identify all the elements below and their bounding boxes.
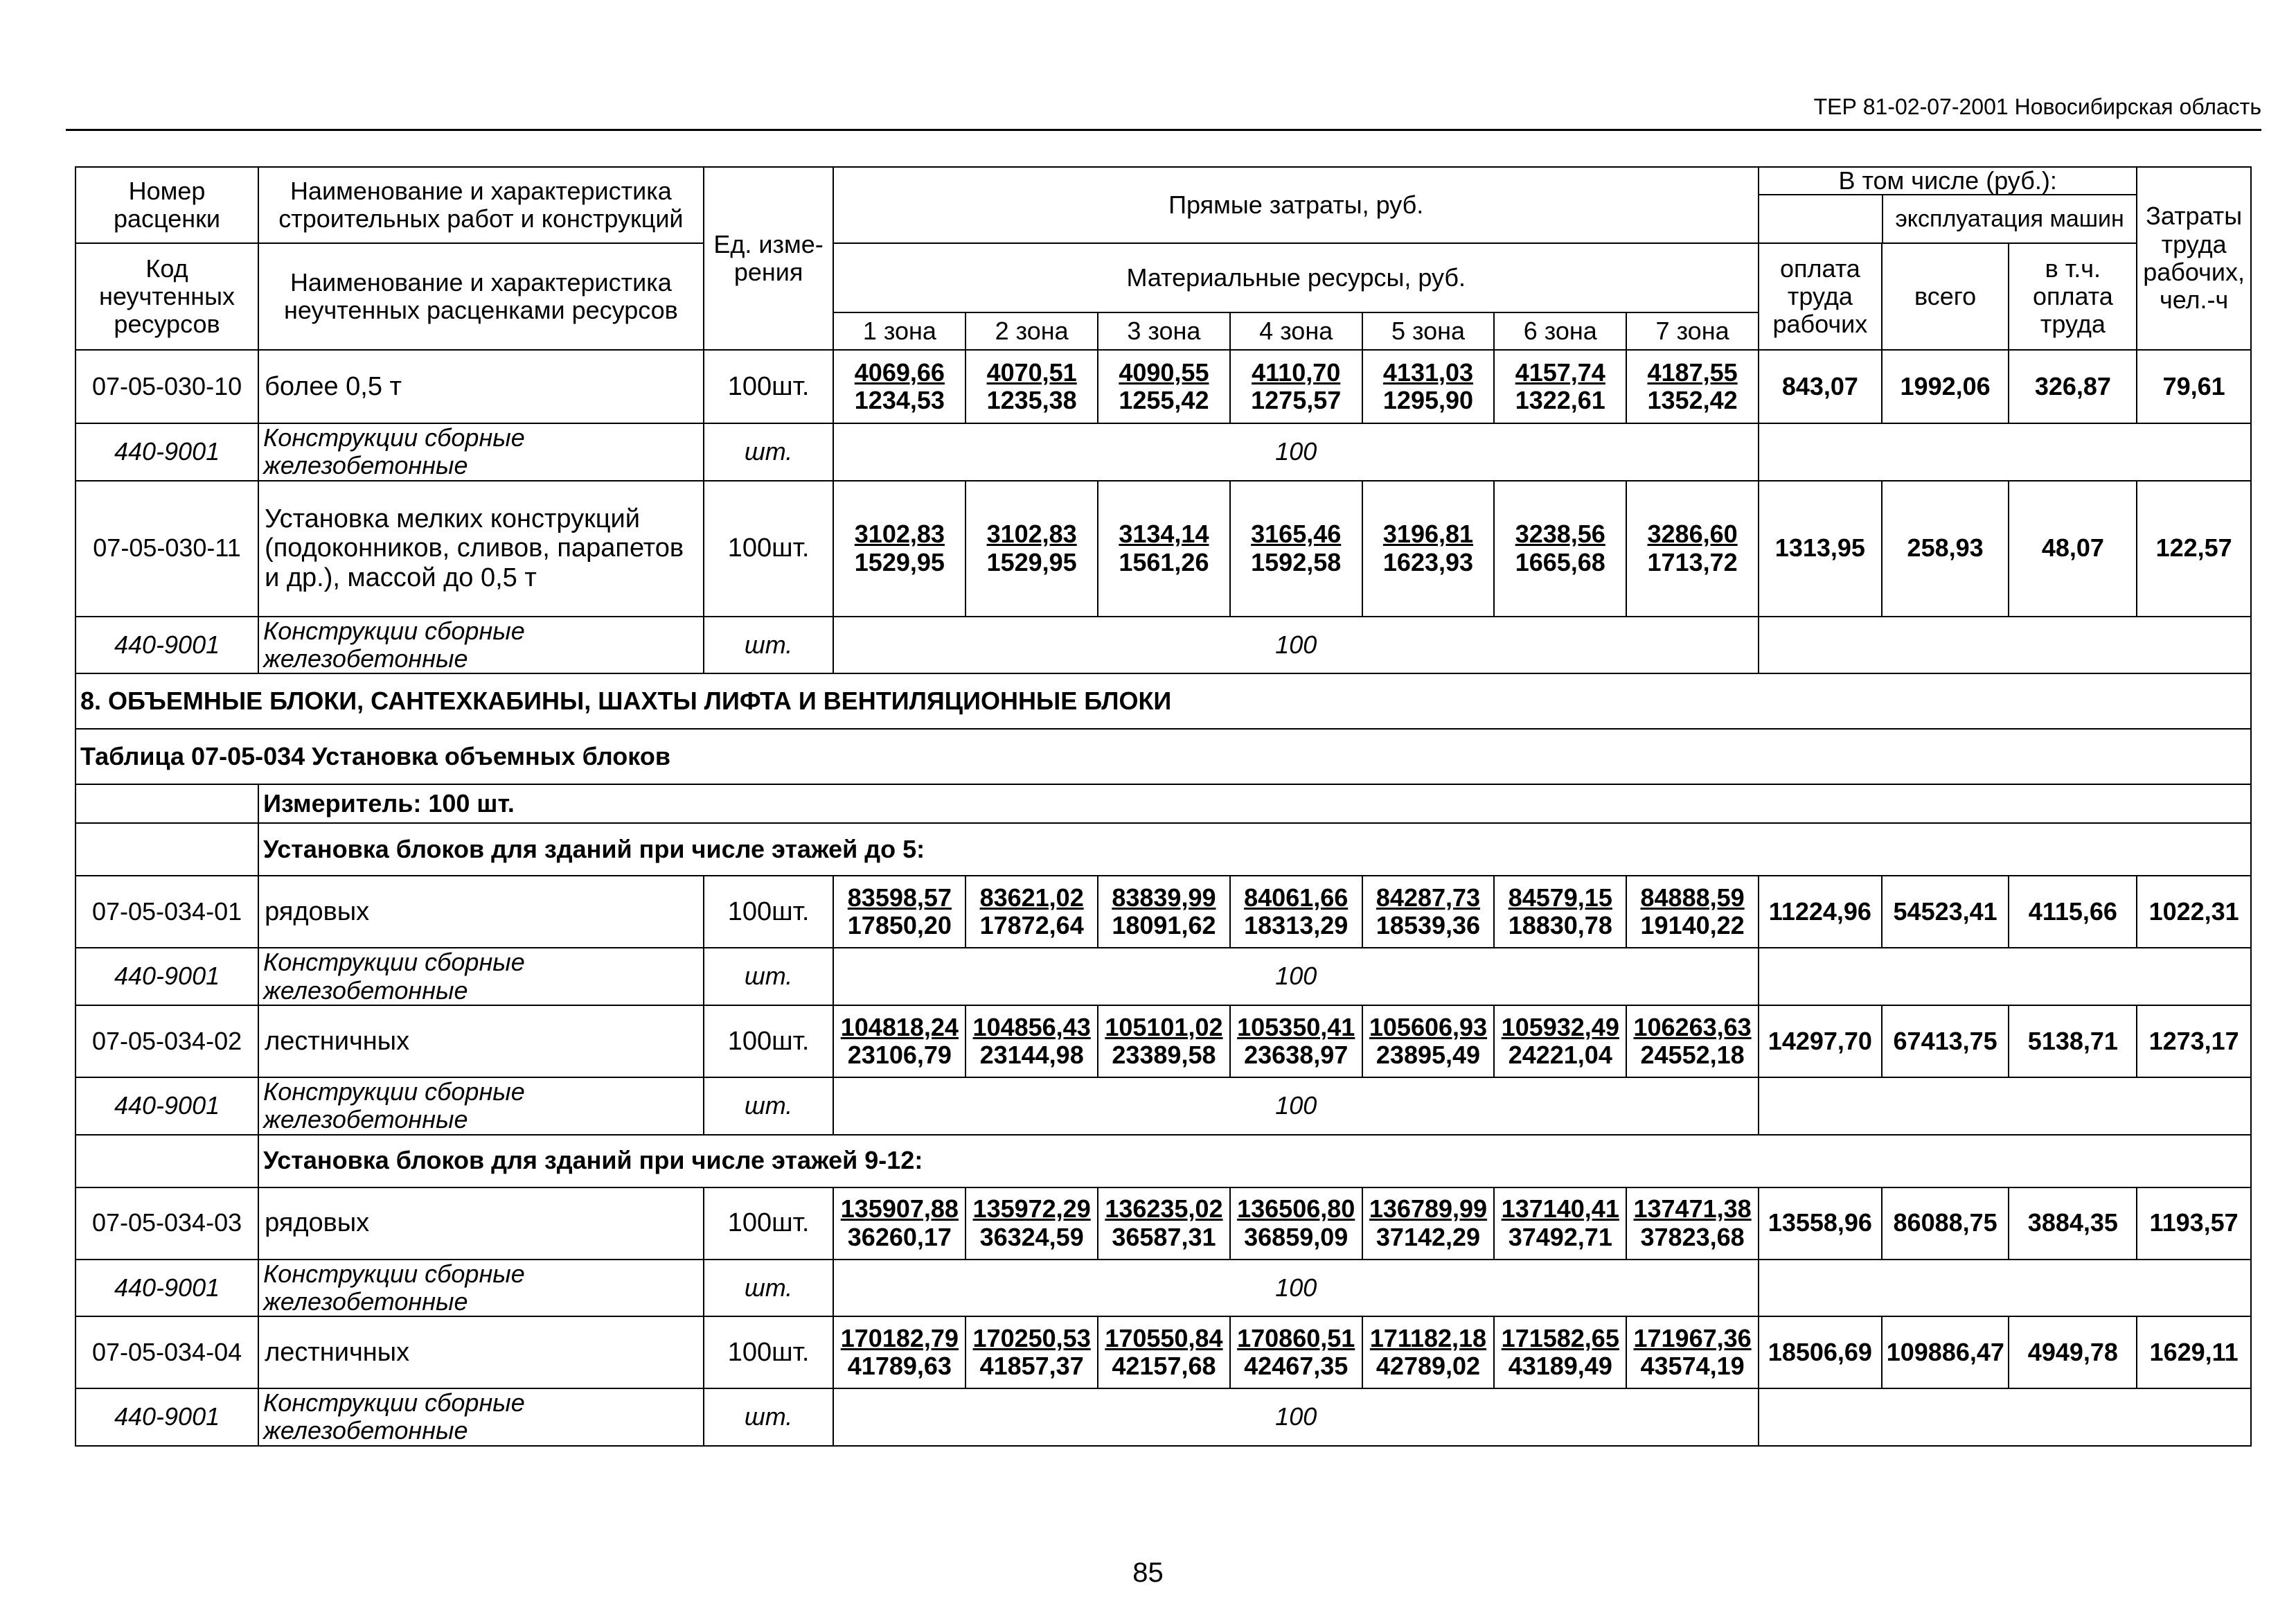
direct-cost: 84061,66: [1244, 883, 1349, 912]
machines-labor-pay: 326,87: [2009, 350, 2137, 423]
col-header-labor-cost: Затраты труда рабочих, чел.-ч: [2137, 167, 2251, 350]
material-cost: 42789,02: [1376, 1352, 1481, 1381]
machines-total: 258,93: [1882, 481, 2009, 617]
resource-row: [75, 948, 2251, 1005]
resource-empty: [1759, 1388, 2251, 1446]
table-row: [75, 481, 2251, 617]
direct-cost: 3238,56: [1515, 520, 1605, 549]
resource-row: [75, 1260, 2251, 1317]
direct-cost: 4131,03: [1382, 357, 1474, 387]
direct-cost: 4069,66: [854, 357, 945, 387]
machines-total: 67413,75: [1882, 1005, 2009, 1077]
direct-cost: 106263,63: [1633, 1012, 1752, 1041]
machines-labor-pay: 3884,35: [2009, 1187, 2137, 1260]
labor-pay: 843,07: [1759, 350, 1882, 423]
zone-4-cost: [1230, 481, 1362, 617]
resource-empty: [1759, 948, 2251, 1005]
work-name: лестничных: [258, 1005, 704, 1077]
zone-6-cost: [1494, 876, 1626, 948]
zone-1-cost: [833, 481, 965, 617]
col-header-zone-6: 6 зона: [1494, 312, 1626, 350]
rows-group-030: [75, 350, 2251, 673]
direct-cost: 170250,53: [972, 1323, 1091, 1352]
material-cost: 43574,19: [1640, 1352, 1745, 1381]
direct-cost: 136506,80: [1237, 1194, 1355, 1223]
rate-code: 07-05-034-03: [75, 1187, 258, 1260]
zone-1-cost: [833, 1187, 965, 1260]
unit: 100шт.: [704, 481, 834, 617]
col-header-labor-pay: оплата труда рабочих: [1759, 243, 1882, 350]
direct-cost: 4070,51: [986, 357, 1077, 387]
labor-pay: 13558,96: [1759, 1187, 1882, 1260]
col-header-machines-labor: в т.ч. оплата труда: [2009, 243, 2137, 350]
material-cost: 41857,37: [979, 1352, 1084, 1381]
resource-empty: [1759, 1077, 2251, 1135]
zone-5-cost: [1362, 1316, 1495, 1388]
col-header-name-top: Наименование и характеристика строительных работ и конструкций: [258, 167, 704, 243]
zone-2-cost: [965, 876, 1098, 948]
machines-total: 54523,41: [1882, 876, 2009, 948]
col-header-zone-5: 5 зона: [1362, 312, 1495, 350]
col-header-zone-7: 7 зона: [1626, 312, 1759, 350]
resource-name: Конструкции сборные железобетонные: [258, 1260, 704, 1317]
direct-cost: 136235,02: [1105, 1194, 1223, 1223]
material-cost: 1529,95: [854, 547, 945, 576]
section-title: 8. ОБЪЕМНЫЕ БЛОКИ, САНТЕХКАБИНЫ, ШАХТЫ ЛИФТА И ВЕНТИЛЯЦИОННЫЕ БЛОКИ: [75, 673, 2251, 729]
zone-7-cost: [1626, 1005, 1759, 1077]
unit: 100шт.: [704, 1316, 834, 1388]
material-cost: 41789,63: [847, 1352, 952, 1381]
table-row: [75, 1316, 2251, 1388]
zone-3-cost: [1098, 876, 1230, 948]
col-header-zone-4: 4 зона: [1230, 312, 1362, 350]
col-header-including: В том числе (руб.):: [1759, 168, 2136, 195]
work-name: Установка мелких конструкций (подоконников, сливов, парапетов и др.), массой до 0,5 т: [258, 481, 704, 617]
resource-unit: шт.: [704, 1077, 834, 1135]
col-header-direct: Прямые затраты, руб.: [833, 167, 1759, 243]
resource-qty: 100: [833, 1388, 1759, 1446]
col-header-code-top: Номер расценки: [75, 167, 258, 243]
direct-cost: 3196,81: [1382, 520, 1474, 549]
resource-code: 440-9001: [75, 423, 258, 481]
direct-cost: 105101,02: [1105, 1012, 1223, 1041]
table-row: [75, 876, 2251, 948]
material-cost: 1592,58: [1251, 547, 1342, 576]
col-header-labor-pay-spacer: [1759, 195, 1883, 242]
material-cost: 18091,62: [1112, 911, 1216, 940]
labor-pay: 11224,96: [1759, 876, 1882, 948]
resource-name: Конструкции сборные железобетонные: [258, 1388, 704, 1446]
material-cost: 23638,97: [1244, 1040, 1349, 1069]
material-cost: 37823,68: [1640, 1222, 1745, 1251]
zone-2-cost: [965, 1187, 1098, 1260]
material-cost: 1235,38: [986, 386, 1077, 414]
material-cost: 42157,68: [1112, 1352, 1216, 1381]
zone-2-cost: [965, 350, 1098, 423]
rate-code: 07-05-034-04: [75, 1316, 258, 1388]
document-header: ТЕР 81-02-07-2001 Новосибирская область: [1813, 94, 2261, 119]
labor-cost: 79,61: [2137, 350, 2251, 423]
zone-5-cost: [1362, 1005, 1495, 1077]
material-cost: 36324,59: [979, 1222, 1084, 1251]
zone-7-cost: [1626, 350, 1759, 423]
rate-code: 07-05-034-02: [75, 1005, 258, 1077]
resource-unit: шт.: [704, 948, 834, 1005]
zone-1-cost: [833, 350, 965, 423]
resource-unit: шт.: [704, 617, 834, 674]
direct-cost: 84888,59: [1640, 883, 1745, 912]
resource-name: Конструкции сборные железобетонные: [258, 423, 704, 481]
col-header-including-group: [1759, 167, 2137, 243]
resource-qty: 100: [833, 948, 1759, 1005]
zone-2-cost: [965, 1005, 1098, 1077]
material-cost: 17872,64: [979, 911, 1084, 940]
rate-code: 07-05-030-11: [75, 481, 258, 617]
unit: 100шт.: [704, 1005, 834, 1077]
zone-6-cost: [1494, 350, 1626, 423]
material-cost: 1255,42: [1119, 386, 1209, 414]
work-name: лестничных: [258, 1316, 704, 1388]
zone-7-cost: [1626, 1187, 1759, 1260]
direct-cost: 84579,15: [1508, 883, 1612, 912]
unit: 100шт.: [704, 876, 834, 948]
group2-code-empty: [75, 1135, 258, 1187]
zone-6-cost: [1494, 1316, 1626, 1388]
col-header-machines: эксплуатация машин: [1895, 205, 2124, 232]
rows-group-034-b: [75, 1187, 2251, 1446]
zone-2-cost: [965, 1316, 1098, 1388]
group-heading-1: Установка блоков для зданий при числе этажей до 5:: [258, 823, 2251, 876]
zone-3-cost: [1098, 1316, 1230, 1388]
material-cost: 18830,78: [1508, 911, 1612, 940]
resource-row: [75, 1388, 2251, 1446]
resource-unit: шт.: [704, 1388, 834, 1446]
zone-3-cost: [1098, 481, 1230, 617]
direct-cost: 3102,83: [986, 520, 1077, 549]
direct-cost: 83839,99: [1112, 883, 1216, 912]
machines-total: 86088,75: [1882, 1187, 2009, 1260]
work-name: рядовых: [258, 876, 704, 948]
resource-qty: 100: [833, 423, 1759, 481]
work-name: рядовых: [258, 1187, 704, 1260]
direct-cost: 104818,24: [840, 1012, 959, 1041]
material-cost: 1561,26: [1119, 547, 1209, 576]
resource-empty: [1759, 1260, 2251, 1317]
zone-7-cost: [1626, 481, 1759, 617]
direct-cost: 171967,36: [1633, 1323, 1752, 1352]
material-cost: 1275,57: [1251, 386, 1342, 414]
page-number: 85: [1132, 1557, 1164, 1588]
col-header-unit: Ед. изме-рения: [704, 167, 834, 350]
resource-qty: 100: [833, 1077, 1759, 1135]
machines-total: 1992,06: [1882, 350, 2009, 423]
zone-4-cost: [1230, 350, 1362, 423]
labor-cost: 122,57: [2137, 481, 2251, 617]
resource-unit: шт.: [704, 423, 834, 481]
unit: 100шт.: [704, 350, 834, 423]
material-cost: 23144,98: [979, 1040, 1084, 1069]
material-cost: 1295,90: [1382, 386, 1474, 414]
labor-pay: 14297,70: [1759, 1005, 1882, 1077]
direct-cost: 170860,51: [1237, 1323, 1355, 1352]
col-header-materials: Материальные ресурсы, руб.: [833, 243, 1759, 312]
material-cost: 23106,79: [847, 1040, 952, 1069]
direct-cost: 4157,74: [1515, 357, 1605, 387]
zone-7-cost: [1626, 1316, 1759, 1388]
direct-cost: 83621,02: [979, 883, 1084, 912]
direct-cost: 3134,14: [1119, 520, 1209, 549]
material-cost: 24221,04: [1508, 1040, 1612, 1069]
material-cost: 1352,42: [1647, 386, 1738, 414]
machines-labor-pay: 5138,71: [2009, 1005, 2137, 1077]
rate-code: 07-05-030-10: [75, 350, 258, 423]
direct-cost: 3165,46: [1251, 520, 1342, 549]
material-cost: 37142,29: [1376, 1222, 1481, 1251]
direct-cost: 3102,83: [854, 520, 945, 549]
resource-name: Конструкции сборные железобетонные: [258, 617, 704, 674]
zone-1-cost: [833, 876, 965, 948]
resource-name: Конструкции сборные железобетонные: [258, 1077, 704, 1135]
material-cost: 18539,36: [1376, 911, 1481, 940]
labor-cost: 1022,31: [2137, 876, 2251, 948]
col-header-name-bottom: Наименование и характеристика неучтенных расценками ресурсов: [258, 243, 704, 350]
direct-cost: 3286,60: [1647, 520, 1738, 549]
direct-cost: 84287,73: [1376, 883, 1481, 912]
zone-3-cost: [1098, 1187, 1230, 1260]
direct-cost: 137140,41: [1501, 1194, 1619, 1223]
rows-group-034-a: [75, 876, 2251, 1134]
col-header-zone-2: 2 зона: [965, 312, 1098, 350]
material-cost: 18313,29: [1244, 911, 1349, 940]
col-header-zone-3: 3 зона: [1098, 312, 1230, 350]
direct-cost: 171182,18: [1369, 1323, 1487, 1352]
direct-cost: 83598,57: [847, 883, 952, 912]
material-cost: 36260,17: [847, 1222, 952, 1251]
table-row: [75, 350, 2251, 423]
rate-code: 07-05-034-01: [75, 876, 258, 948]
group-heading-2: Установка блоков для зданий при числе этажей 9-12:: [258, 1135, 2251, 1187]
labor-pay: 1313,95: [1759, 481, 1882, 617]
zone-6-cost: [1494, 1187, 1626, 1260]
material-cost: 23895,49: [1376, 1040, 1481, 1069]
col-header-code-bottom: Код неучтенных ресурсов: [75, 243, 258, 350]
resource-row: [75, 1077, 2251, 1135]
direct-cost: 104856,43: [972, 1012, 1091, 1041]
zone-3-cost: [1098, 1005, 1230, 1077]
material-cost: 36587,31: [1112, 1222, 1216, 1251]
table-row: [75, 1187, 2251, 1260]
resource-code: 440-9001: [75, 1388, 258, 1446]
group1-code-empty: [75, 823, 258, 876]
table-row: [75, 1005, 2251, 1077]
direct-cost: 4187,55: [1647, 357, 1738, 387]
labor-cost: 1629,11: [2137, 1316, 2251, 1388]
material-cost: 1713,72: [1647, 547, 1738, 576]
zone-4-cost: [1230, 1005, 1362, 1077]
direct-cost: 135907,88: [840, 1194, 959, 1223]
material-cost: 17850,20: [847, 911, 952, 940]
measure-code-empty: [75, 784, 258, 823]
direct-cost: 4090,55: [1119, 357, 1209, 387]
material-cost: 37492,71: [1508, 1222, 1612, 1251]
material-cost: 23389,58: [1112, 1040, 1216, 1069]
direct-cost: 137471,38: [1633, 1194, 1752, 1223]
zone-5-cost: [1362, 1187, 1495, 1260]
machines-labor-pay: 4949,78: [2009, 1316, 2137, 1388]
material-cost: 1529,95: [986, 547, 1077, 576]
material-cost: 19140,22: [1640, 911, 1745, 940]
material-cost: 1234,53: [854, 386, 945, 414]
header-rule: [66, 129, 2261, 131]
resource-row: [75, 617, 2251, 674]
zone-4-cost: [1230, 1316, 1362, 1388]
zone-4-cost: [1230, 1187, 1362, 1260]
material-cost: 43189,49: [1508, 1352, 1612, 1381]
labor-pay: 18506,69: [1759, 1316, 1882, 1388]
direct-cost: 135972,29: [972, 1194, 1091, 1223]
material-cost: 42467,35: [1244, 1352, 1349, 1381]
resource-code: 440-9001: [75, 1260, 258, 1317]
direct-cost: 105932,49: [1501, 1012, 1619, 1041]
zone-5-cost: [1362, 876, 1495, 948]
unit: 100шт.: [704, 1187, 834, 1260]
zone-6-cost: [1494, 1005, 1626, 1077]
resource-empty: [1759, 617, 2251, 674]
work-name: более 0,5 т: [258, 350, 704, 423]
direct-cost: 136789,99: [1369, 1194, 1488, 1223]
resource-code: 440-9001: [75, 1077, 258, 1135]
direct-cost: 4110,70: [1252, 357, 1341, 387]
direct-cost: 170550,84: [1105, 1323, 1223, 1352]
col-header-machines-total: всего: [1882, 243, 2009, 350]
resource-code: 440-9001: [75, 948, 258, 1005]
material-cost: 24552,18: [1640, 1040, 1745, 1069]
zone-1-cost: [833, 1005, 965, 1077]
table-title: Таблица 07-05-034 Установка объемных блоков: [75, 729, 2251, 784]
measure-label: Измеритель: 100 шт.: [258, 784, 2251, 823]
direct-cost: 171582,65: [1501, 1323, 1619, 1352]
zone-4-cost: [1230, 876, 1362, 948]
col-header-zone-1: 1 зона: [833, 312, 965, 350]
labor-cost: 1193,57: [2137, 1187, 2251, 1260]
material-cost: 36859,09: [1244, 1222, 1349, 1251]
zone-2-cost: [965, 481, 1098, 617]
labor-cost: 1273,17: [2137, 1005, 2251, 1077]
material-cost: 1322,61: [1515, 386, 1605, 414]
machines-total: 109886,47: [1882, 1316, 2009, 1388]
machines-labor-pay: 4115,66: [2009, 876, 2137, 948]
zone-5-cost: [1362, 481, 1495, 617]
material-cost: 1623,93: [1382, 547, 1474, 576]
direct-cost: 105350,41: [1237, 1012, 1355, 1041]
zone-1-cost: [833, 1316, 965, 1388]
resource-code: 440-9001: [75, 617, 258, 674]
machines-labor-pay: 48,07: [2009, 481, 2137, 617]
direct-cost: 170182,79: [840, 1323, 959, 1352]
zone-3-cost: [1098, 350, 1230, 423]
resource-row: [75, 423, 2251, 481]
zone-7-cost: [1626, 876, 1759, 948]
resource-name: Конструкции сборные железобетонные: [258, 948, 704, 1005]
price-table: [75, 166, 2252, 1447]
resource-qty: 100: [833, 617, 1759, 674]
resource-empty: [1759, 423, 2251, 481]
resource-qty: 100: [833, 1260, 1759, 1317]
zone-6-cost: [1494, 481, 1626, 617]
direct-cost: 105606,93: [1369, 1012, 1488, 1041]
material-cost: 1665,68: [1515, 547, 1605, 576]
zone-5-cost: [1362, 350, 1495, 423]
resource-unit: шт.: [704, 1260, 834, 1317]
